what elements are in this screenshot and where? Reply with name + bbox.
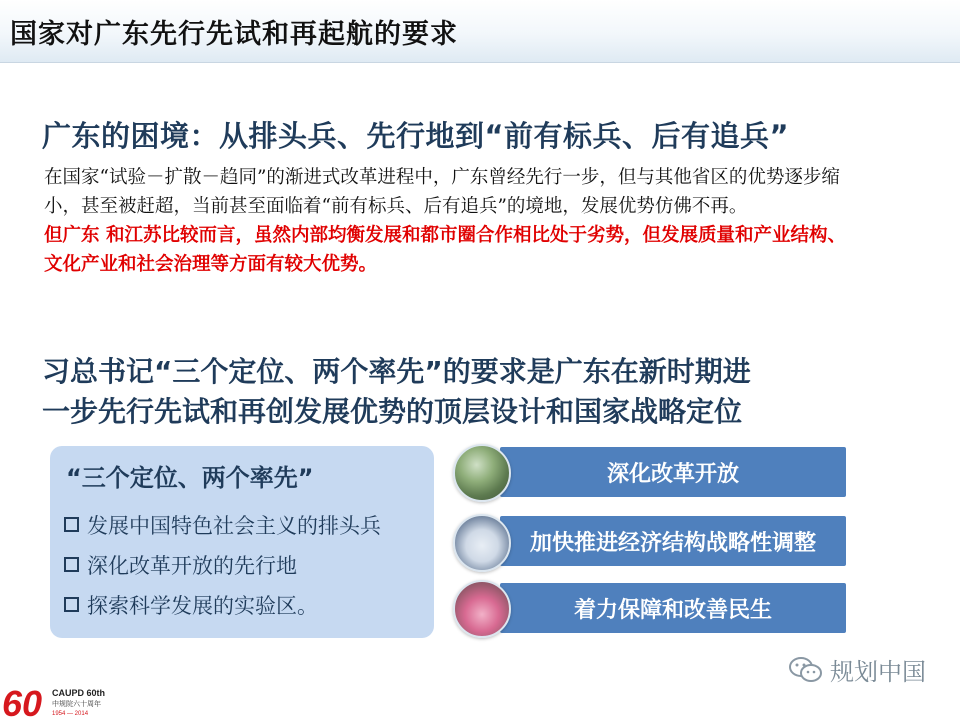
list-item-label: 深化改革开放的先行地	[87, 554, 297, 578]
svg-text:60: 60	[2, 683, 43, 720]
watermark-label: 规划中国	[830, 658, 926, 686]
list-item	[64, 550, 297, 580]
positioning-box	[50, 446, 434, 638]
list-item-label: 发展中国特色社会主义的排头兵	[87, 514, 381, 538]
city-photo-image	[453, 444, 511, 502]
paragraph-text: 在国家“试验－扩散－趋同”的渐进式改革进程中，广东曾经先行一步，但与其他省区的优势逐步缩小，甚至被赶超，当前甚至面临着“前有标兵、后有追兵”的境地，发展优势仿佛不再。	[44, 167, 840, 217]
bar-reform-opening: 深化改革开放	[500, 447, 846, 497]
caupd-60th-logo	[0, 682, 130, 720]
svg-text:CAUPD 60th: CAUPD 60th	[52, 688, 106, 698]
section1-paragraph	[44, 163, 864, 279]
box-title: “三个定位、两个率先”	[66, 464, 314, 492]
svg-text:1954 — 2014: 1954 — 2014	[52, 711, 89, 717]
list-item-label: 探索科学发展的实验区。	[87, 594, 318, 618]
section2-heading-line1: 习总书记“三个定位、两个率先”的要求是广东在新时期进	[42, 355, 751, 388]
wechat-icon	[788, 655, 824, 685]
wechat-watermark	[788, 652, 926, 687]
square-bullet-icon	[64, 517, 79, 532]
bar-economic-restructuring: 加快推进经济结构战略性调整	[500, 516, 846, 566]
paragraph-highlight: 但广东 和江苏比较而言，虽然内部均衡发展和都市圈合作相比处于劣势，但发展质量和产业结构、文化产业和社会治理等方面有较大优势。	[44, 225, 846, 275]
section2-heading-line2: 一步先行先试和再创发展优势的顶层设计和国家战略定位	[42, 395, 743, 428]
square-bullet-icon	[64, 557, 79, 572]
slide-title: 国家对广东先行先试和再起航的要求	[10, 19, 458, 50]
section1-heading: 广东的困境：从排头兵、先行地到“前有标兵、后有追兵”	[42, 119, 790, 153]
section2-heading	[42, 352, 902, 432]
square-bullet-icon	[64, 597, 79, 612]
svg-text:中规院六十周年: 中规院六十周年	[52, 700, 101, 708]
landmark-photo-image	[453, 514, 511, 572]
list-item	[64, 510, 381, 540]
list-item	[64, 590, 318, 620]
flower-photo-image	[453, 580, 511, 638]
bar-livelihood: 着力保障和改善民生	[500, 583, 846, 633]
title-bar	[0, 0, 960, 63]
